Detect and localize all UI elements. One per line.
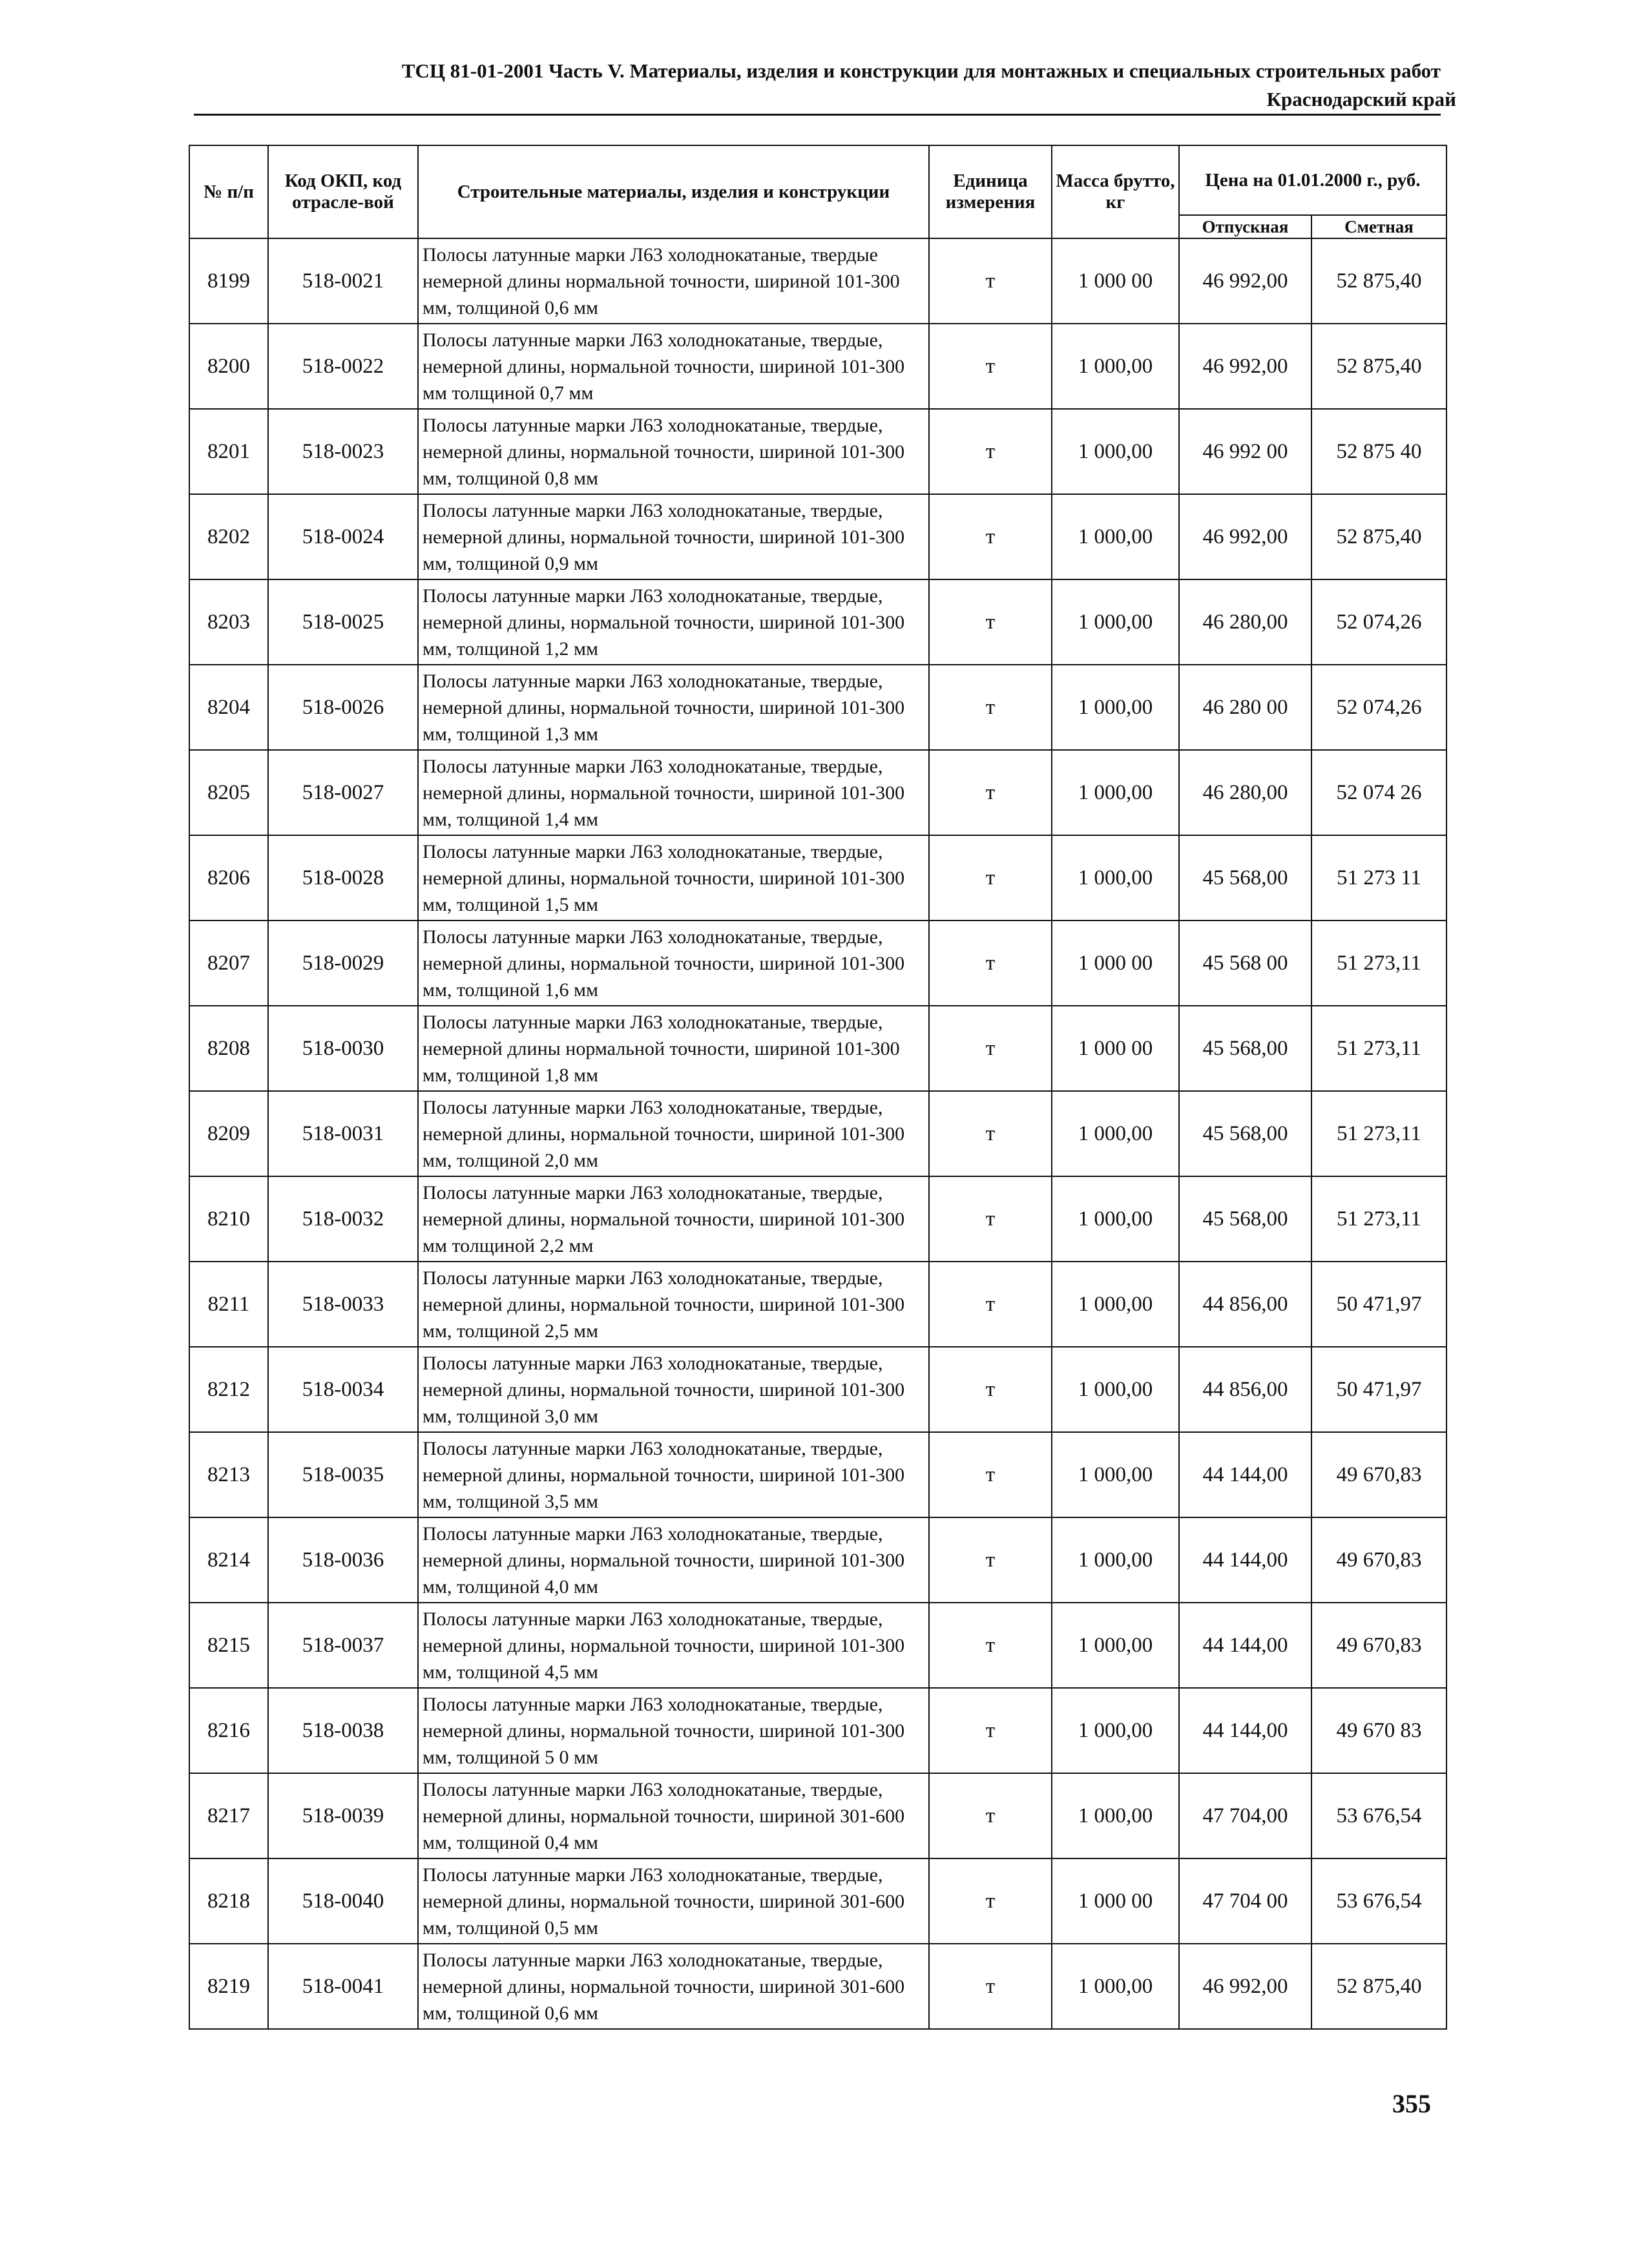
- table-body: [189, 238, 1446, 2029]
- row-mass: 1 000,00: [1052, 579, 1179, 665]
- row-code: 518-0033: [268, 1262, 418, 1347]
- row-mass: 1 000,00: [1052, 1347, 1179, 1432]
- row-price-estimate: 52 074,26: [1311, 665, 1446, 750]
- row-price-sale: 47 704,00: [1179, 1773, 1311, 1858]
- row-price-estimate: 53 676,54: [1311, 1858, 1446, 1944]
- row-price-sale: 46 280,00: [1179, 579, 1311, 665]
- row-price-sale: 44 144,00: [1179, 1432, 1311, 1517]
- row-price-sale: 46 992,00: [1179, 494, 1311, 579]
- table-row: [189, 579, 1446, 665]
- row-number: 8202: [189, 494, 268, 579]
- row-unit: т: [929, 665, 1052, 750]
- row-code: 518-0036: [268, 1517, 418, 1603]
- row-price-sale: 46 992 00: [1179, 409, 1311, 494]
- row-price-estimate: 51 273,11: [1311, 1176, 1446, 1262]
- row-mass: 1 000,00: [1052, 494, 1179, 579]
- table-row: [189, 1773, 1446, 1858]
- header-divider: [194, 114, 1441, 116]
- row-mass: 1 000,00: [1052, 1688, 1179, 1773]
- row-price-sale: 46 992,00: [1179, 324, 1311, 409]
- row-description: Полосы латунные марки Л63 холоднокатаные, твердые, немерной длины, нормальной точности, шириной 301-600 мм, толщиной 0,4 мм: [418, 1773, 929, 1858]
- row-description: Полосы латунные марки Л63 холоднокатаные, твердые, немерной длины, нормальной точности, шириной 101-300 мм, толщиной 0,9 мм: [418, 494, 929, 579]
- row-code: 518-0027: [268, 750, 418, 835]
- row-description: Полосы латунные марки Л63 холоднокатаные, твердые, немерной длины, нормальной точности, шириной 101-300 мм толщиной 0,7 мм: [418, 324, 929, 409]
- table-row: [189, 238, 1446, 324]
- row-code: 518-0039: [268, 1773, 418, 1858]
- row-description: Полосы латунные марки Л63 холоднокатаные, твердые, немерной длины, нормальной точности, шириной 101-300 мм, толщиной 5 0 мм: [418, 1688, 929, 1773]
- row-unit: т: [929, 324, 1052, 409]
- col-header-mass: Масса брутто, кг: [1052, 145, 1179, 238]
- row-number: 8212: [189, 1347, 268, 1432]
- row-unit: т: [929, 1603, 1052, 1688]
- row-number: 8205: [189, 750, 268, 835]
- row-number: 8206: [189, 835, 268, 921]
- row-mass: 1 000,00: [1052, 409, 1179, 494]
- row-description: Полосы латунные марки Л63 холоднокатаные, твердые, немерной длины, нормальной точности, шириной 101-300 мм, толщиной 1,2 мм: [418, 579, 929, 665]
- row-price-sale: 46 280,00: [1179, 750, 1311, 835]
- row-unit: т: [929, 1517, 1052, 1603]
- row-price-sale: 46 992,00: [1179, 1944, 1311, 2029]
- row-description: Полосы латунные марки Л63 холоднокатаные, твердые, немерной длины, нормальной точности, шириной 101-300 мм, толщиной 4,5 мм: [418, 1603, 929, 1688]
- row-price-estimate: 53 676,54: [1311, 1773, 1446, 1858]
- row-number: 8215: [189, 1603, 268, 1688]
- row-price-estimate: 52 074,26: [1311, 579, 1446, 665]
- row-code: 518-0029: [268, 921, 418, 1006]
- row-price-sale: 47 704 00: [1179, 1858, 1311, 1944]
- row-unit: т: [929, 1773, 1052, 1858]
- table-row: [189, 665, 1446, 750]
- col-header-price-est: Сметная: [1311, 215, 1446, 238]
- row-mass: 1 000,00: [1052, 1176, 1179, 1262]
- row-price-estimate: 51 273,11: [1311, 1091, 1446, 1176]
- row-price-sale: 45 568,00: [1179, 1006, 1311, 1091]
- row-number: 8199: [189, 238, 268, 324]
- row-unit: т: [929, 1432, 1052, 1517]
- row-description: Полосы латунные марки Л63 холоднокатаные, твердые, немерной длины, нормальной точности, шириной 101-300 мм, толщиной 2,0 мм: [418, 1091, 929, 1176]
- row-code: 518-0022: [268, 324, 418, 409]
- row-unit: т: [929, 1006, 1052, 1091]
- row-price-estimate: 52 875,40: [1311, 238, 1446, 324]
- row-mass: 1 000,00: [1052, 1432, 1179, 1517]
- row-number: 8203: [189, 579, 268, 665]
- row-price-estimate: 52 875 40: [1311, 409, 1446, 494]
- table-row: [189, 835, 1446, 921]
- row-code: 518-0025: [268, 579, 418, 665]
- table-row: [189, 1432, 1446, 1517]
- row-unit: т: [929, 835, 1052, 921]
- row-code: 518-0040: [268, 1858, 418, 1944]
- row-price-sale: 44 144,00: [1179, 1517, 1311, 1603]
- row-price-estimate: 49 670 83: [1311, 1688, 1446, 1773]
- row-code: 518-0021: [268, 238, 418, 324]
- row-price-estimate: 49 670,83: [1311, 1432, 1446, 1517]
- row-unit: т: [929, 1944, 1052, 2029]
- table-row: [189, 1262, 1446, 1347]
- row-price-estimate: 50 471,97: [1311, 1347, 1446, 1432]
- col-header-desc: Строительные материалы, изделия и конструкции: [418, 145, 929, 238]
- row-number: 8214: [189, 1517, 268, 1603]
- row-description: Полосы латунные марки Л63 холоднокатаные, твердые, немерной длины, нормальной точности, шириной 101-300 мм, толщиной 4,0 мм: [418, 1517, 929, 1603]
- row-code: 518-0032: [268, 1176, 418, 1262]
- row-mass: 1 000,00: [1052, 665, 1179, 750]
- row-description: Полосы латунные марки Л63 холоднокатаные, твердые, немерной длины, нормальной точности, шириной 101-300 мм, толщиной 1,3 мм: [418, 665, 929, 750]
- row-code: 518-0031: [268, 1091, 418, 1176]
- row-number: 8208: [189, 1006, 268, 1091]
- row-unit: т: [929, 1347, 1052, 1432]
- row-unit: т: [929, 1858, 1052, 1944]
- row-code: 518-0041: [268, 1944, 418, 2029]
- row-mass: 1 000,00: [1052, 1091, 1179, 1176]
- row-number: 8210: [189, 1176, 268, 1262]
- row-price-estimate: 52 875,40: [1311, 1944, 1446, 2029]
- row-number: 8218: [189, 1858, 268, 1944]
- row-price-sale: 44 856,00: [1179, 1347, 1311, 1432]
- row-description: Полосы латунные марки Л63 холоднокатаные, твердые, немерной длины, нормальной точности, шириной 101-300 мм, толщиной 1,4 мм: [418, 750, 929, 835]
- row-number: 8200: [189, 324, 268, 409]
- row-mass: 1 000,00: [1052, 835, 1179, 921]
- row-unit: т: [929, 238, 1052, 324]
- row-price-estimate: 52 875,40: [1311, 494, 1446, 579]
- row-description: Полосы латунные марки Л63 холоднокатаные, твердые, немерной длины, нормальной точности, шириной 301-600 мм, толщиной 0,6 мм: [418, 1944, 929, 2029]
- row-code: 518-0034: [268, 1347, 418, 1432]
- row-mass: 1 000,00: [1052, 1603, 1179, 1688]
- row-unit: т: [929, 579, 1052, 665]
- row-price-sale: 46 992,00: [1179, 238, 1311, 324]
- row-description: Полосы латунные марки Л63 холоднокатаные, твердые немерной длины нормальной точности, шириной 101-300 мм, толщиной 0,6 мм: [418, 238, 929, 324]
- row-code: 518-0024: [268, 494, 418, 579]
- row-unit: т: [929, 409, 1052, 494]
- row-price-estimate: 51 273,11: [1311, 921, 1446, 1006]
- row-code: 518-0026: [268, 665, 418, 750]
- row-mass: 1 000 00: [1052, 1858, 1179, 1944]
- row-unit: т: [929, 1688, 1052, 1773]
- table-row: [189, 1006, 1446, 1091]
- page-number: 355: [1392, 2089, 1431, 2118]
- document-title: ТСЦ 81-01-2001 Часть V. Материалы, изделия и конструкции для монтажных и специальных строительных работ: [401, 59, 1441, 82]
- row-price-sale: 44 144,00: [1179, 1603, 1311, 1688]
- table-row: [189, 1603, 1446, 1688]
- row-price-estimate: 52 074 26: [1311, 750, 1446, 835]
- row-number: 8217: [189, 1773, 268, 1858]
- row-price-estimate: 51 273,11: [1311, 1006, 1446, 1091]
- row-number: 8207: [189, 921, 268, 1006]
- row-price-sale: 44 856,00: [1179, 1262, 1311, 1347]
- row-code: 518-0038: [268, 1688, 418, 1773]
- table-row: [189, 1347, 1446, 1432]
- row-code: 518-0030: [268, 1006, 418, 1091]
- row-description: Полосы латунные марки Л63 холоднокатаные, твердые, немерной длины, нормальной точности, шириной 101-300 мм, толщиной 1,5 мм: [418, 835, 929, 921]
- row-code: 518-0023: [268, 409, 418, 494]
- row-unit: т: [929, 1262, 1052, 1347]
- row-mass: 1 000,00: [1052, 1773, 1179, 1858]
- col-header-code: Код ОКП, код отрасле-вой: [268, 145, 418, 238]
- table-row: [189, 1858, 1446, 1944]
- row-price-estimate: 51 273 11: [1311, 835, 1446, 921]
- row-price-sale: 44 144,00: [1179, 1688, 1311, 1773]
- row-number: 8213: [189, 1432, 268, 1517]
- row-price-estimate: 52 875,40: [1311, 324, 1446, 409]
- row-unit: т: [929, 921, 1052, 1006]
- price-table: [189, 145, 1447, 2030]
- table-row: [189, 1944, 1446, 2029]
- col-header-price-sale: Отпускная: [1179, 215, 1311, 238]
- row-code: 518-0037: [268, 1603, 418, 1688]
- row-price-sale: 45 568,00: [1179, 835, 1311, 921]
- row-price-sale: 46 280 00: [1179, 665, 1311, 750]
- row-number: 8209: [189, 1091, 268, 1176]
- row-price-sale: 45 568,00: [1179, 1091, 1311, 1176]
- row-unit: т: [929, 750, 1052, 835]
- row-unit: т: [929, 1091, 1052, 1176]
- row-number: 8219: [189, 1944, 268, 2029]
- row-unit: т: [929, 494, 1052, 579]
- table-row: [189, 494, 1446, 579]
- table-row: [189, 1091, 1446, 1176]
- row-description: Полосы латунные марки Л63 холоднокатаные, твердые, немерной длины, нормальной точности, шириной 301-600 мм, толщиной 0,5 мм: [418, 1858, 929, 1944]
- row-description: Полосы латунные марки Л63 холоднокатаные, твердые, немерной длины, нормальной точности, шириной 101-300 мм, толщиной 0,8 мм: [418, 409, 929, 494]
- row-number: 8211: [189, 1262, 268, 1347]
- row-number: 8204: [189, 665, 268, 750]
- row-mass: 1 000,00: [1052, 1944, 1179, 2029]
- table-row: [189, 324, 1446, 409]
- row-mass: 1 000,00: [1052, 324, 1179, 409]
- row-price-estimate: 50 471,97: [1311, 1262, 1446, 1347]
- col-header-price-group: Цена на 01.01.2000 г., руб.: [1179, 145, 1446, 215]
- row-code: 518-0035: [268, 1432, 418, 1517]
- row-description: Полосы латунные марки Л63 холоднокатаные, твердые, немерной длины, нормальной точности, шириной 101-300 мм толщиной 2,2 мм: [418, 1176, 929, 1262]
- row-price-estimate: 49 670,83: [1311, 1603, 1446, 1688]
- row-price-estimate: 49 670,83: [1311, 1517, 1446, 1603]
- table-row: [189, 1517, 1446, 1603]
- row-description: Полосы латунные марки Л63 холоднокатаные, твердые, немерной длины, нормальной точности, шириной 101-300 мм, толщиной 2,5 мм: [418, 1262, 929, 1347]
- row-price-sale: 45 568 00: [1179, 921, 1311, 1006]
- row-price-sale: 45 568,00: [1179, 1176, 1311, 1262]
- table-row: [189, 1176, 1446, 1262]
- table-row: [189, 409, 1446, 494]
- col-header-num: № п/п: [189, 145, 268, 238]
- row-mass: 1 000 00: [1052, 1006, 1179, 1091]
- row-mass: 1 000,00: [1052, 1262, 1179, 1347]
- row-description: Полосы латунные марки Л63 холоднокатаные, твердые, немерной длины нормальной точности, шириной 101-300 мм, толщиной 1,8 мм: [418, 1006, 929, 1091]
- row-description: Полосы латунные марки Л63 холоднокатаные, твердые, немерной длины, нормальной точности, шириной 101-300 мм, толщиной 3,0 мм: [418, 1347, 929, 1432]
- row-description: Полосы латунные марки Л63 холоднокатаные, твердые, немерной длины, нормальной точности, шириной 101-300 мм, толщиной 1,6 мм: [418, 921, 929, 1006]
- row-mass: 1 000 00: [1052, 238, 1179, 324]
- row-unit: т: [929, 1176, 1052, 1262]
- row-number: 8216: [189, 1688, 268, 1773]
- document-region: Краснодарский край: [1266, 88, 1456, 110]
- row-mass: 1 000 00: [1052, 921, 1179, 1006]
- row-mass: 1 000,00: [1052, 750, 1179, 835]
- row-code: 518-0028: [268, 835, 418, 921]
- table-row: [189, 921, 1446, 1006]
- row-number: 8201: [189, 409, 268, 494]
- table-row: [189, 1688, 1446, 1773]
- col-header-unit: Единица измерения: [929, 145, 1052, 238]
- table-row: [189, 750, 1446, 835]
- row-mass: 1 000,00: [1052, 1517, 1179, 1603]
- row-description: Полосы латунные марки Л63 холоднокатаные, твердые, немерной длины, нормальной точности, шириной 101-300 мм, толщиной 3,5 мм: [418, 1432, 929, 1517]
